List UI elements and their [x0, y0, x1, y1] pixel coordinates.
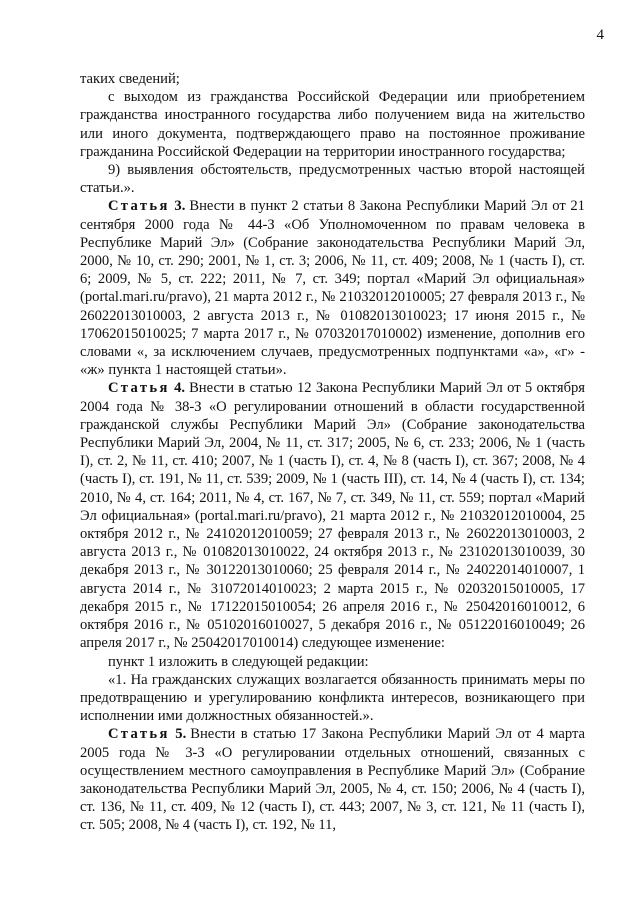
article-number: 3.: [174, 198, 186, 215]
article-number: 5.: [175, 726, 187, 743]
article-4: [80, 379, 585, 652]
article-5: [80, 725, 585, 834]
article-label: Статья: [108, 198, 170, 215]
paragraph-continuation: таких сведений;: [80, 71, 180, 87]
page-number: 4: [596, 27, 604, 43]
article-number: 4.: [174, 380, 186, 397]
article-label: Статья: [108, 726, 170, 743]
article-text: Внести в статью 17 Закона Республики Марий Эл от 4 марта 2005 года № 3-З «О регулировании отдельных отношений, связанных с осуществлением местного самоуправления в Республике Марий Эл» (Собрание законодательства Республики Марий Эл, 2005, № 4, ст. 150; 2006, № 4 (часть I), ст. 136, № 11, ст. 409, № 12 (часть I), ст. 443; 2007, № 3, ст. 121, № 11 (часть I), ст. 505; 2008, № 4 (часть I), ст. 192, № 11,: [80, 726, 585, 834]
article-4-quoted-point: «1. На гражданских служащих возлагается обязанность принимать меры по предотвращению и урегулированию конфликта интересов, возникающего при исполнении ими должностных обязанностей.».: [80, 671, 585, 725]
article-text: Внести в пункт 2 статьи 8 Закона Республики Марий Эл от 21 сентября 2000 года № 44-З «Об Уполномоченном по правам человека в Республике Марий Эл» (Собрание законодательства Республики Марий Эл, 2000, № 10, ст. 290; 2001, № 1, ст. 3; 2006, № 11, ст. 409; 2008, № 1 (часть I), ст. 6; 2009, № 5, ст. 222; 2011, № 7, ст. 349; портал «Марий Эл официальная» (portal.mari.ru/pravo), 21 марта 2012 г., № 21032012010005; 27 февраля 2013 г., № 26022013010003, 2 августа 2013 г., № 01082013010023; 17 июня 2015 г., № 17062015010025; 7 марта 2017 г., № 07032017010002) изменение, дополнив его словами «, за исключением случаев, предусмотренных подпунктами «а», «г» - «ж» пункта 1 настоящей статьи».: [80, 198, 585, 379]
article-3: [80, 197, 585, 379]
paragraph-citizenship: с выходом из гражданства Российской Федерации или приобретением гражданства иностранного государства либо получением вида на жительство или иного документа, подтверждающего право на постоянное проживание гражданина Российской Федерации на территории иностранного государства;: [80, 89, 585, 160]
article-text: Внести в статью 12 Закона Республики Марий Эл от 5 октября 2004 года № 38-З «О регулировании отношений в области государственной гражданской службы Республики Марий Эл» (Собрание законодательства Республики Марий Эл, 2004, № 11, ст. 317; 2005, № 6, ст. 233; 2006, № 1 (часть I), ст. 2, № 11, ст. 410; 2007, № 1 (часть I), ст. 4, № 8 (часть I), ст. 367; 2008, № 4 (часть I), ст. 191, № 11, ст. 539; 2009, № 1 (часть III), ст. 14, № 4 (часть I), ст. 134; 2010, № 4, ст. 164; 2011, № 4, ст. 167, № 7, ст. 349, № 11, ст. 559; портал «Марий Эл официальная» (portal.mari.ru/pravo), 21 марта 2012 г., № 21032012010004, 25 октября 2012 г., № 24102012010059; 27 февраля 2013 г., № 26022013010003, 2 августа 2013 г., № 01082013010022, 24 октября 2013 г., № 23102013010039, 30 декабря 2013 г., № 30122013010060; 25 февраля 2014 г., № 24022014010007, 1 августа 2014 г., № 31072014010023; 2 марта 2015 г., № 02032015010005, 17 декабря 2015 г., № 17122015010054; 26 апреля 2016 г., № 25042016010012, 6 октября 2016 г., № 05102016010027, 5 декабря 2016 г., № 05122016010049; 26 апреля 2017 г., № 25042017010014) следующее изменение:: [80, 380, 586, 652]
document-body: [80, 70, 585, 835]
article-label: Статья: [108, 380, 170, 397]
paragraph-item-9: 9) выявления обстоятельств, предусмотренных частью второй настоящей статьи.».: [80, 162, 585, 197]
article-4-point-intro: пункт 1 изложить в следующей редакции:: [108, 653, 369, 670]
